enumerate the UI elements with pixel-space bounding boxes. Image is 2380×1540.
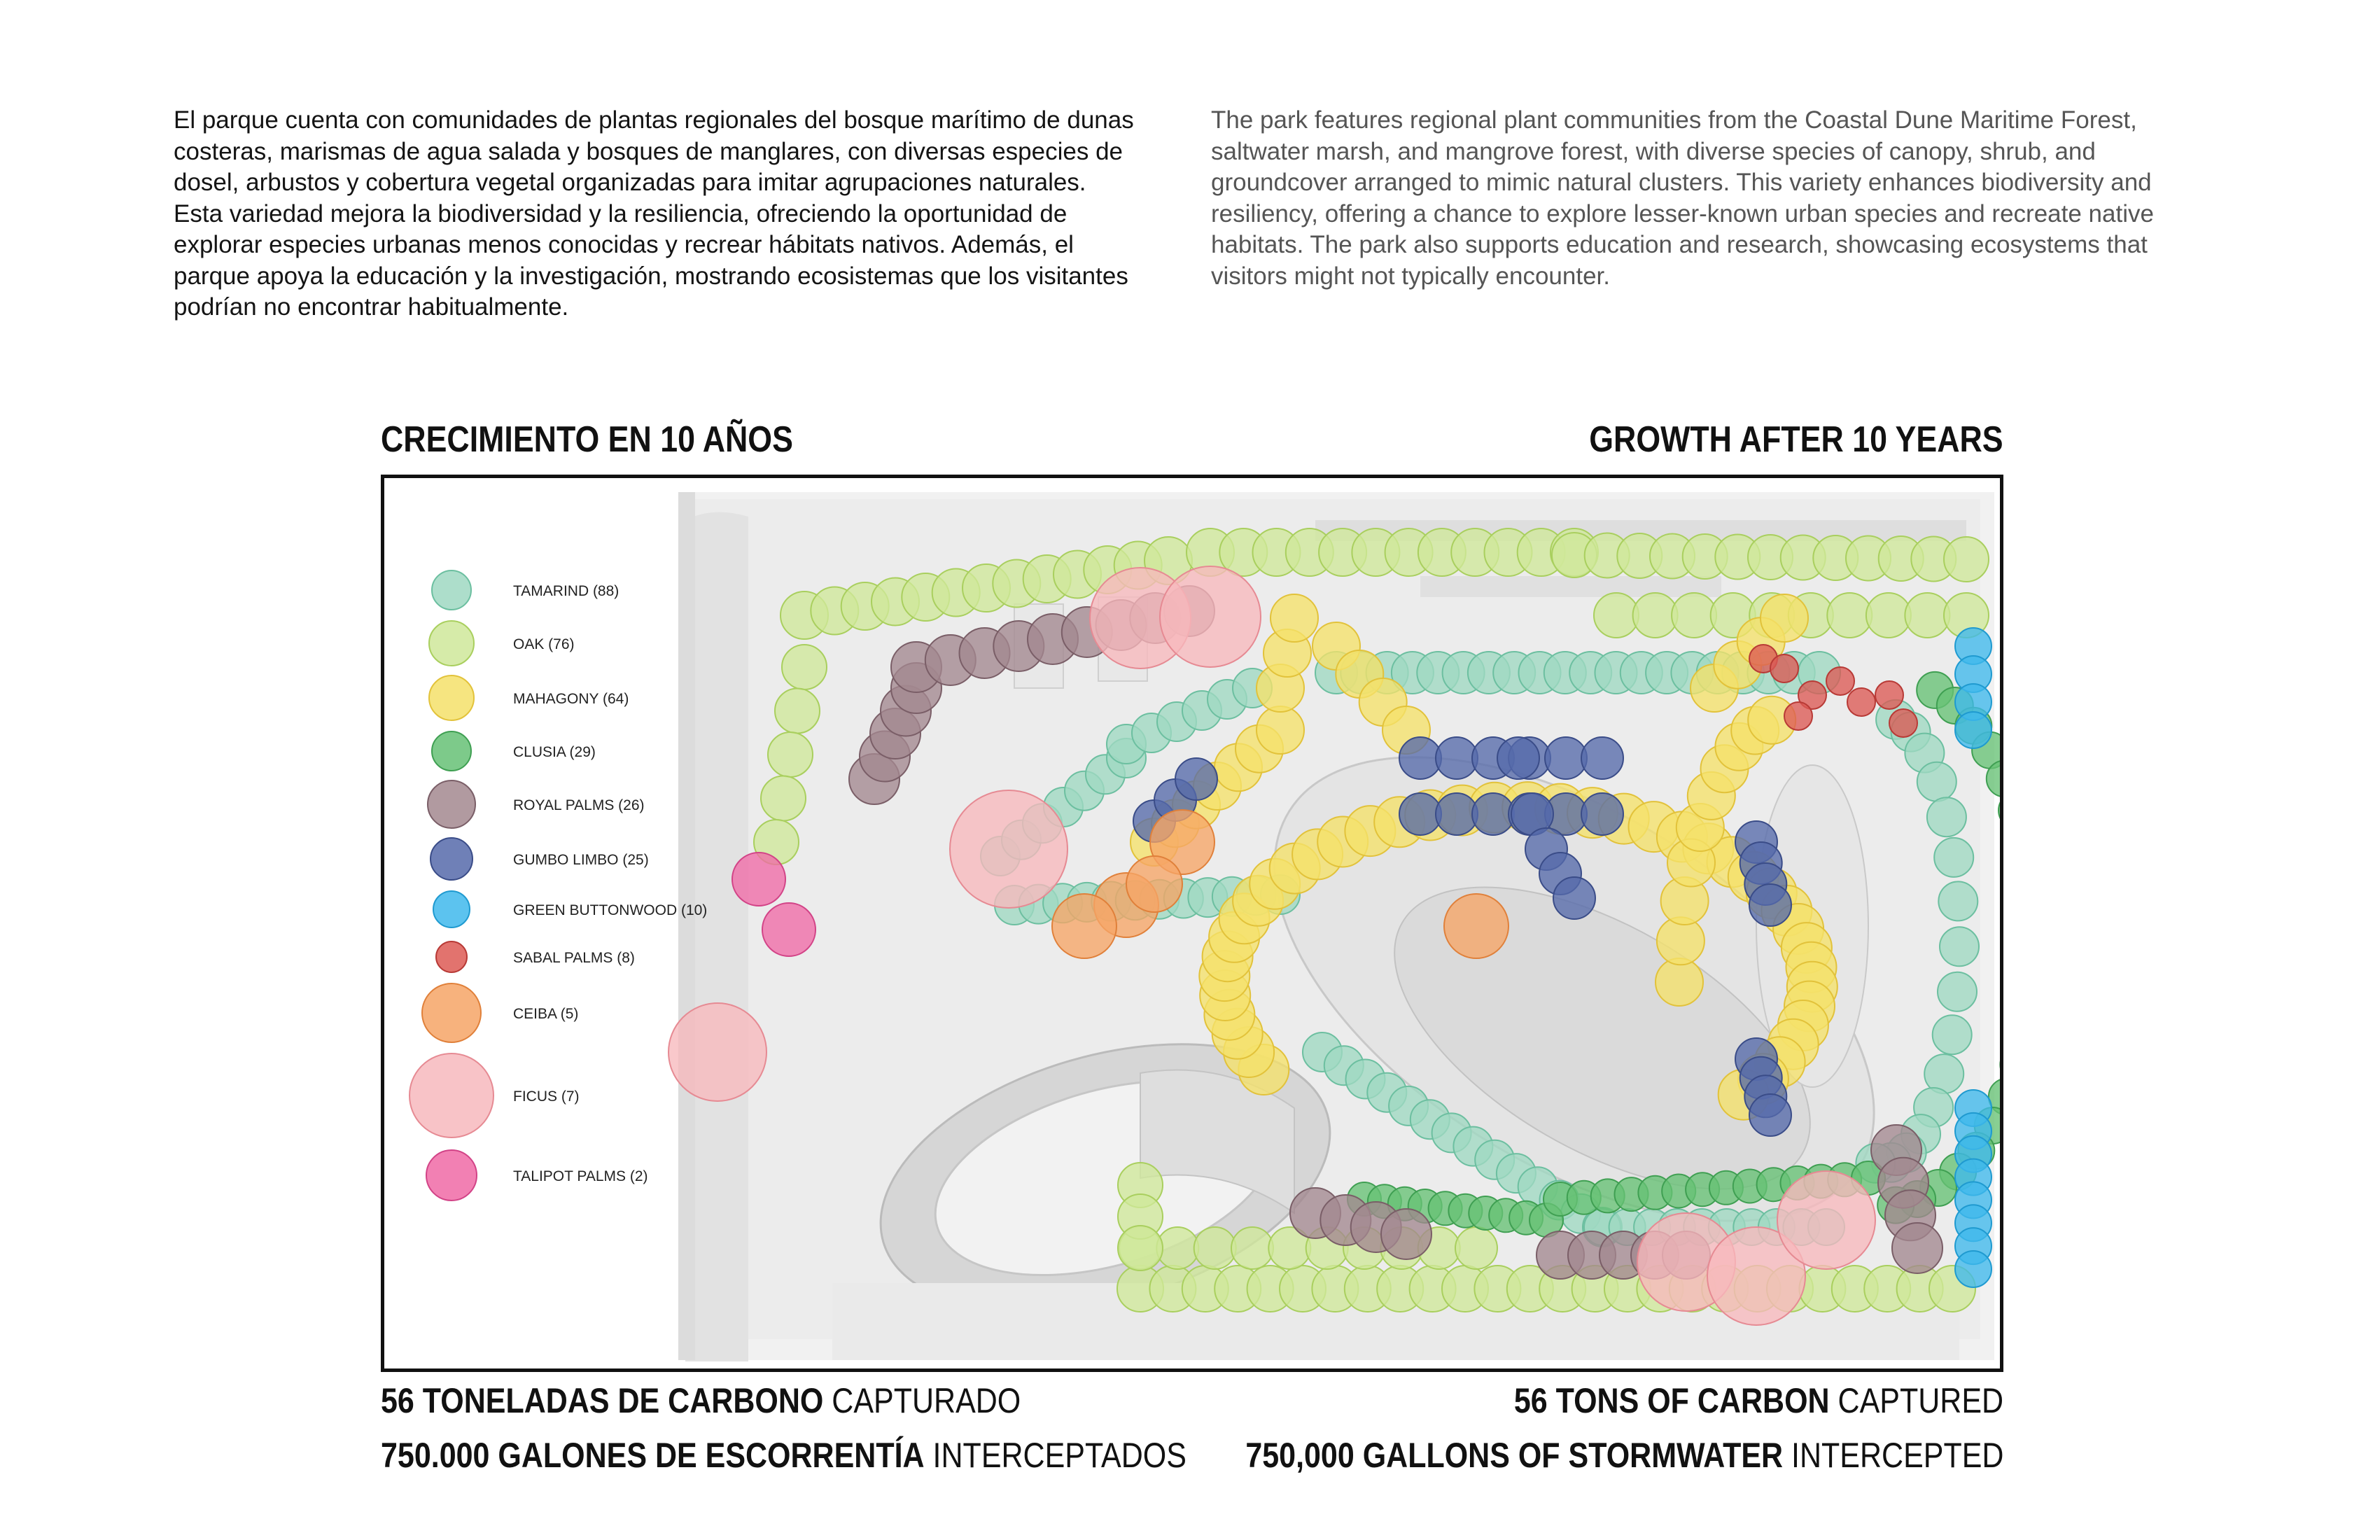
stat-water-en: 750,000 GALLONS OF STORMWATER INTERCEPTED	[1245, 1436, 2003, 1475]
legend-swatch-sabal	[436, 941, 467, 972]
tree-sabal	[1847, 688, 1875, 716]
tree-buttonwood	[1955, 1251, 1991, 1287]
legend-label-talipot: TALIPOT PALMS (2)	[513, 1168, 648, 1184]
tree-oak	[1827, 593, 1872, 638]
tree-tamarind	[1917, 762, 1956, 802]
tree-oak	[1672, 593, 1716, 638]
legend-swatch-buttonwood	[433, 891, 470, 927]
tree-oak	[1633, 593, 1678, 638]
tree-gumbo	[1749, 884, 1791, 926]
tree-sabal	[1770, 654, 1798, 682]
tree-ficus	[1160, 566, 1261, 667]
planting-plan-svg	[384, 478, 2000, 1368]
tree-tamarind	[1934, 838, 1973, 877]
tree-sabal	[1826, 667, 1854, 695]
tree-tamarind	[1927, 797, 1966, 836]
stat-water-es: 750.000 GALONES DE ESCORRENTÍA INTERCEPTADOS	[381, 1436, 1186, 1475]
legend-swatch-talipot	[426, 1150, 477, 1200]
legend-swatch-clusia	[432, 732, 471, 771]
tree-gumbo	[1581, 793, 1623, 835]
legend-label-clusia: CLUSIA (29)	[513, 744, 596, 760]
legend-label-oak: OAK (76)	[513, 636, 575, 652]
tree-mahogany	[1270, 594, 1318, 642]
legend-swatch-ceiba	[422, 983, 481, 1042]
tree-sabal	[1889, 709, 1917, 737]
tree-royal	[1892, 1223, 1942, 1273]
tree-tamarind	[1938, 881, 1977, 920]
tree-gumbo	[1581, 737, 1623, 779]
intro-spanish: El parque cuenta con comunidades de plantas regionales del bosque marítimo de dunas costeras, marismas de agua salada y bosques de manglares, con diversas especies de dosel, arbustos y cobertura vegetal organizadas para imitar agrupaciones naturales. Esta variedad mejora la biodiversidad y la resiliencia, ofreciendo la oportunidad de explorar especies urbanas menos conocidas y recrear hábitats nativos. Además, el parque apoya la educación y la investigación, mostrando ecosistemas que los visitantes podrían no encontrar habitualmente.	[174, 106, 1134, 321]
tree-oak	[1866, 593, 1911, 638]
tree-mahogany	[1256, 706, 1304, 754]
tree-oak	[1231, 1227, 1273, 1269]
legend-swatch-oak	[429, 621, 474, 666]
tree-oak	[1594, 593, 1639, 638]
legend-swatch-gumbo	[430, 838, 472, 880]
tree-ficus	[950, 790, 1068, 908]
tree-tamarind	[1933, 1015, 1972, 1054]
legend-swatch-mahogany	[429, 676, 474, 720]
legend-swatch-royal	[428, 780, 475, 828]
tree-oak	[768, 732, 813, 777]
tree-oak	[1944, 537, 1989, 582]
tree-oak	[1455, 1227, 1497, 1269]
tree-ficus	[668, 1003, 766, 1101]
legend-swatch-ficus	[410, 1054, 493, 1138]
tree-ceiba	[1052, 894, 1116, 958]
tree-ceiba	[1126, 856, 1182, 912]
tree-talipot	[762, 903, 816, 956]
legend-label-ficus: FICUS (7)	[513, 1088, 580, 1105]
heading-growth-en: GROWTH AFTER 10 YEARS	[1589, 419, 2003, 460]
tree-mahogany	[1760, 594, 1808, 642]
tree-ceiba	[1444, 894, 1508, 958]
tree-sabal	[1875, 681, 1903, 709]
tree-clusia	[1998, 792, 2000, 829]
legend-label-tamarind: TAMARIND (88)	[513, 583, 620, 599]
tree-gumbo	[1175, 758, 1217, 800]
tree-oak	[1194, 1227, 1236, 1269]
site-plan	[381, 475, 2003, 1372]
tree-oak	[761, 776, 806, 821]
heading-growth-es: CRECIMIENTO EN 10 AÑOS	[381, 419, 793, 460]
legend-label-ceiba: CEIBA (5)	[513, 1006, 579, 1022]
tree-sabal	[1784, 702, 1812, 730]
legend-label-mahogany: MAHAGONY (64)	[513, 691, 629, 707]
tree-ficus	[1777, 1171, 1875, 1269]
species-legend	[410, 570, 707, 1200]
legend-label-royal: ROYAL PALMS (26)	[513, 797, 645, 813]
legend-label-sabal: SABAL PALMS (8)	[513, 950, 635, 966]
stat-carbon-en: 56 TONS OF CARBON CAPTURED	[1513, 1381, 2003, 1420]
tree-oak	[1905, 593, 1949, 638]
tree-talipot	[732, 853, 785, 906]
tree-oak	[782, 645, 827, 690]
stat-carbon-es: 56 TONELADAS DE CARBONO CAPTURADO	[381, 1381, 1021, 1420]
tree-royal	[1381, 1209, 1432, 1259]
tree-gumbo	[1497, 737, 1539, 779]
intro-english: The park features regional plant communities from the Coastal Dune Maritime Forest, saltwater marsh, and mangrove forest, with diverse species of canopy, shrub, and groundcover arranged to mimic natural clusters. This variety enhances biodiversity and resiliency, offering a chance to explore lesser-known urban species and recreate native habitats. The park also supports education and research, showcasing ecosystems that visitors might not typically encounter.	[1211, 106, 2154, 290]
tree-tamarind	[1940, 927, 1979, 966]
tree-gumbo	[1553, 877, 1595, 919]
tree-buttonwood	[1955, 712, 1991, 748]
tree-gumbo	[1749, 1094, 1791, 1136]
legend-label-buttonwood: GREEN BUTTONWOOD (10)	[513, 902, 708, 918]
tree-tamarind	[1938, 972, 1977, 1011]
legend-label-gumbo: GUMBO LIMBO (25)	[513, 852, 649, 868]
legend-swatch-tamarind	[432, 570, 471, 610]
tree-oak	[775, 689, 820, 734]
tree-oak	[1118, 1226, 1163, 1270]
